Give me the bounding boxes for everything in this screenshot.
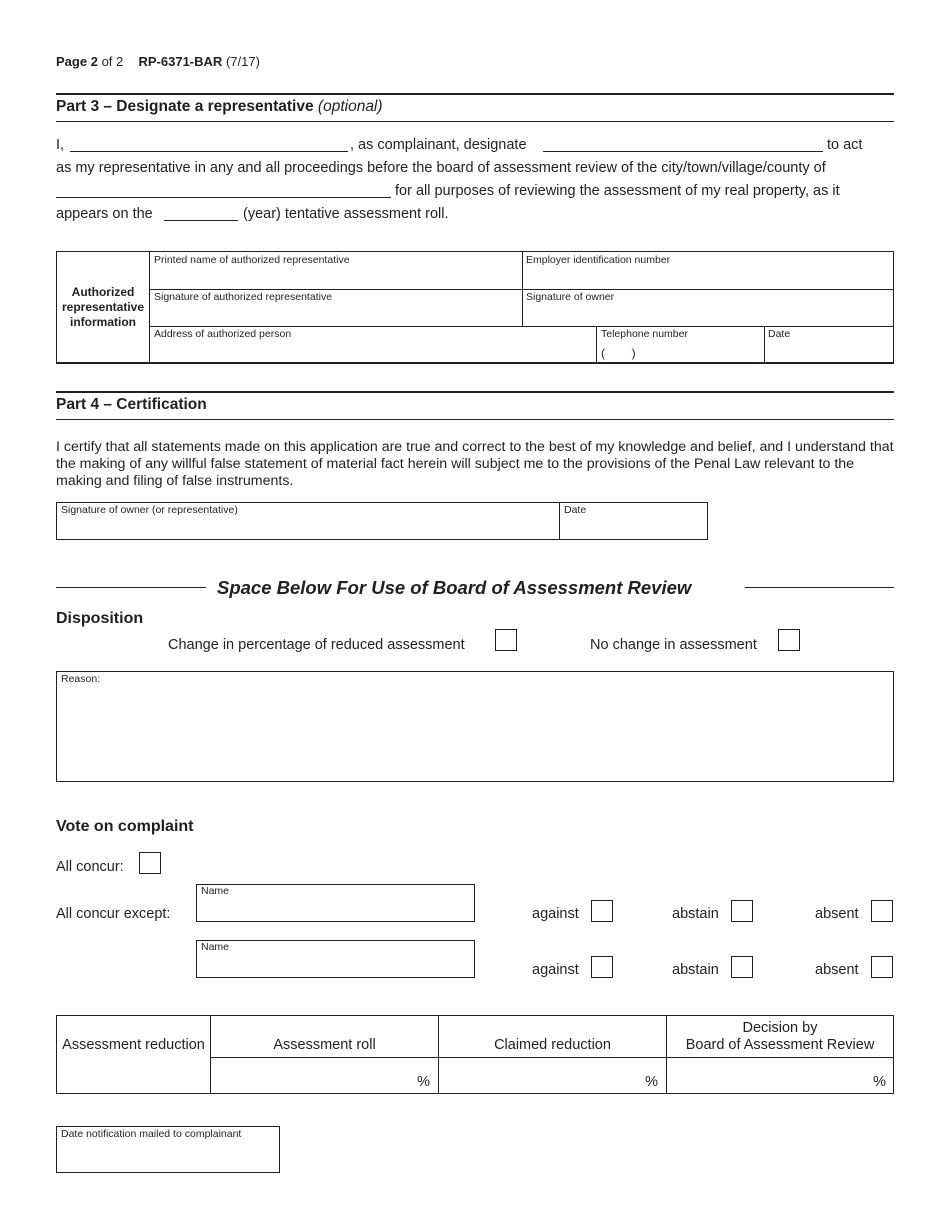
decision-header-line1: Decision by xyxy=(742,1020,818,1036)
col-divider-2 xyxy=(596,326,597,363)
part4-title: Part 4 – Certification xyxy=(56,396,207,413)
part3-line3: for all purposes of reviewing the assessment of my real property, as it xyxy=(395,183,840,199)
part4-top-rule xyxy=(56,391,894,393)
absent-label-2: absent xyxy=(815,962,859,978)
part3-top-rule xyxy=(56,93,894,95)
certification-text: I certify that all statements made on this application are true and correct to the best of my knowledge and belief, and I understand that the making of any willful false statement of material fact herein will subject me to the provisions of the Penal Law relevant to the making and filing of false instruments. xyxy=(56,439,894,489)
pct-sign-2: % xyxy=(645,1074,658,1090)
col-divider-3 xyxy=(764,326,765,363)
part4-bottom-rule xyxy=(56,419,894,420)
page-number: 2 xyxy=(90,54,98,69)
complainant-name-field[interactable] xyxy=(70,151,348,152)
name-label-1: Name xyxy=(201,885,230,897)
date-mailed-box[interactable] xyxy=(56,1126,280,1173)
part3-title xyxy=(56,98,383,116)
part3-optional: (optional) xyxy=(317,98,383,115)
absent-label-1: absent xyxy=(815,906,859,922)
phone-area-code: ( ) xyxy=(601,346,636,360)
telephone-field[interactable]: Telephone number xyxy=(601,328,688,340)
against-checkbox-2[interactable] xyxy=(591,956,613,978)
part3-line1-suffix: to act xyxy=(827,137,863,153)
claimed-reduction-header: Claimed reduction xyxy=(494,1037,611,1053)
printed-name-field[interactable]: Printed name of authorized representative xyxy=(154,254,350,266)
change-percentage-label: Change in percentage of reduced assessment xyxy=(168,637,465,653)
part3-title-text: Part 3 – Designate a representative xyxy=(56,98,314,115)
decision-value[interactable] xyxy=(667,1058,893,1093)
year-field[interactable] xyxy=(164,220,238,221)
address-field[interactable]: Address of authorized person xyxy=(154,328,292,340)
except-name-field-1[interactable] xyxy=(196,884,475,922)
assessment-roll-header: Assessment roll xyxy=(273,1037,376,1053)
rep-signature-field[interactable]: Signature of authorized representative xyxy=(154,291,333,303)
form-id: RP-6371-BAR xyxy=(138,54,223,69)
authorized-rep-table xyxy=(56,251,894,364)
board-banner: Space Below For Use of Board of Assessment Review xyxy=(217,577,692,598)
part3-line2: as my representative in any and all proceedings before the board of assessment review of the city/town/village/county of xyxy=(56,160,826,176)
page-label: Page xyxy=(56,54,88,69)
certification-date-field[interactable]: Date xyxy=(564,504,587,516)
absent-checkbox-1[interactable] xyxy=(871,900,893,922)
pct-sign-3: % xyxy=(873,1074,886,1090)
row-divider-1 xyxy=(149,289,893,290)
claimed-reduction-value[interactable] xyxy=(439,1058,666,1093)
part3-bottom-rule xyxy=(56,121,894,122)
ein-field[interactable]: Employer identification number xyxy=(526,254,671,266)
certification-signature-field[interactable]: Signature of owner (or representative) xyxy=(61,504,238,516)
certification-sig-box xyxy=(56,502,708,540)
abstain-checkbox-1[interactable] xyxy=(731,900,753,922)
cert-divider xyxy=(559,503,560,539)
absent-checkbox-2[interactable] xyxy=(871,956,893,978)
assessment-reduction-table xyxy=(56,1015,894,1094)
abstain-checkbox-2[interactable] xyxy=(731,956,753,978)
against-label-1: against xyxy=(532,906,579,922)
no-change-label: No change in assessment xyxy=(590,637,757,653)
against-label-2: against xyxy=(532,962,579,978)
date-mailed-label: Date notification mailed to complainant xyxy=(61,1128,242,1140)
no-change-checkbox[interactable] xyxy=(778,629,800,651)
abstain-label-1: abstain xyxy=(672,906,719,922)
change-percentage-checkbox[interactable] xyxy=(495,629,517,651)
part3-line4-suffix: (year) tentative assessment roll. xyxy=(243,206,449,222)
banner-rule-left xyxy=(56,587,206,588)
abstain-label-2: abstain xyxy=(672,962,719,978)
all-concur-checkbox[interactable] xyxy=(139,852,161,874)
authorized-rep-side-label xyxy=(57,252,150,363)
reason-box[interactable] xyxy=(56,671,894,782)
page-header xyxy=(56,54,260,69)
decision-header xyxy=(667,1020,893,1054)
row-divider-2 xyxy=(149,326,893,327)
name-label-2: Name xyxy=(201,941,230,953)
form-date: (7/17) xyxy=(225,54,260,69)
part3-line1-mid: , as complainant, designate xyxy=(350,137,527,153)
disposition-title: Disposition xyxy=(56,610,144,627)
reason-label: Reason: xyxy=(61,673,101,685)
owner-signature-field[interactable]: Signature of owner xyxy=(526,291,615,303)
col-divider-1 xyxy=(522,252,523,326)
vote-title: Vote on complaint xyxy=(56,818,194,835)
authorized-rep-side-text: Authorized representative information xyxy=(61,285,145,329)
part3-line1-prefix: I, xyxy=(56,137,65,153)
except-name-field-2[interactable] xyxy=(196,940,475,978)
pct-sign-1: % xyxy=(417,1074,430,1090)
municipality-field[interactable] xyxy=(56,197,391,198)
representative-name-field[interactable] xyxy=(543,151,823,152)
page-of: of 2 xyxy=(101,54,124,69)
banner-rule-right xyxy=(745,587,894,588)
assessment-reduction-label: Assessment reduction xyxy=(62,1037,205,1053)
assessment-roll-value[interactable] xyxy=(211,1058,438,1093)
all-concur-except-label: All concur except: xyxy=(56,906,171,922)
rep-date-field[interactable]: Date xyxy=(768,328,791,340)
all-concur-label: All concur: xyxy=(56,859,124,875)
against-checkbox-1[interactable] xyxy=(591,900,613,922)
decision-header-line2: Board of Assessment Review xyxy=(685,1037,875,1053)
part3-line4-prefix: appears on the xyxy=(56,206,153,222)
